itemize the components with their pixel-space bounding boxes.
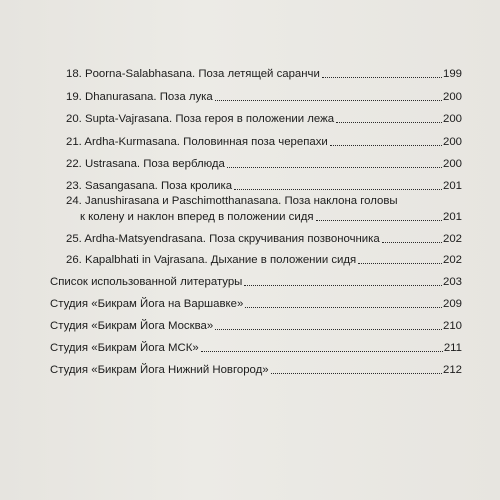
toc-entry-page: 202 bbox=[442, 233, 462, 245]
toc-entry-title: Студия «Бикрам Йога Нижний Новгород» bbox=[50, 364, 269, 376]
toc-entry-page: 209 bbox=[442, 298, 462, 310]
toc-entry-22 bbox=[66, 158, 462, 171]
toc-studio-nizhny-novgorod bbox=[50, 364, 462, 377]
toc-entry-page: 200 bbox=[442, 136, 462, 148]
toc-entry-page: 211 bbox=[443, 342, 462, 354]
toc-entry-23 bbox=[66, 180, 462, 193]
toc-entry-title: 21. Ardha-Kurmasana. Половинная поза черепахи bbox=[66, 136, 328, 148]
toc-entry-title: 20. Supta-Vajrasana. Поза героя в положении лежа bbox=[66, 113, 335, 125]
toc-entry-title: 26. Kapalbhati in Vajrasana. Дыхание в положении сидя bbox=[66, 254, 357, 266]
toc-entry-page: 200 bbox=[442, 91, 462, 103]
toc-entry-25 bbox=[66, 233, 462, 246]
toc-entry-21 bbox=[66, 136, 462, 149]
leader-dots bbox=[234, 188, 442, 190]
toc-entry-title: Студия «Бикрам Йога Москва» bbox=[50, 320, 214, 332]
toc-entry-page: 212 bbox=[442, 364, 462, 376]
leader-dots bbox=[227, 166, 442, 168]
toc-entry-page: 201 bbox=[442, 211, 462, 223]
toc-entry-page: 199 bbox=[442, 68, 462, 80]
toc-entry-title-cont: к колену и наклон вперед в положении сидя bbox=[80, 211, 314, 223]
toc-entry-page: 201 bbox=[442, 180, 462, 192]
leader-dots bbox=[244, 284, 442, 286]
toc-entry-18 bbox=[66, 68, 462, 81]
leader-dots bbox=[336, 121, 442, 123]
leader-dots bbox=[215, 99, 442, 101]
leader-dots bbox=[322, 76, 442, 78]
toc-studio-msk bbox=[50, 342, 462, 355]
toc-entry-title: Студия «Бикрам Йога МСК» bbox=[50, 342, 199, 354]
toc-bibliography bbox=[50, 276, 462, 289]
toc-entry-page: 200 bbox=[442, 113, 462, 125]
leader-dots bbox=[201, 350, 443, 352]
toc-entry-19 bbox=[66, 91, 462, 104]
toc-entry-page: 210 bbox=[442, 320, 462, 332]
leader-dots bbox=[358, 262, 442, 264]
leader-dots bbox=[382, 241, 442, 243]
toc-entry-title: 25. Ardha-Matsyendrasana. Поза скручивания позвоночника bbox=[66, 233, 380, 245]
toc-studio-moscow bbox=[50, 320, 462, 333]
toc-entry-title: 18. Poorna-Salabhasana. Поза летящей саранчи bbox=[66, 68, 320, 80]
toc-entry-20 bbox=[66, 113, 462, 126]
toc-entry-title: 19. Dhanurasana. Поза лука bbox=[66, 91, 213, 103]
toc-entry-title: 23. Sasangasana. Поза кролика bbox=[66, 180, 233, 192]
toc-entry-page: 200 bbox=[442, 158, 462, 170]
toc-entry-page: 203 bbox=[442, 276, 462, 288]
leader-dots bbox=[271, 372, 442, 374]
toc-entry-title: 22. Ustrasana. Поза верблюда bbox=[66, 158, 225, 170]
leader-dots bbox=[330, 144, 442, 146]
leader-dots bbox=[215, 328, 442, 330]
toc-entry-title-line1 bbox=[66, 195, 462, 208]
toc-entry-title: Студия «Бикрам Йога на Варшавке» bbox=[50, 298, 244, 310]
toc-entry-title: 24. Janushirasana и Paschimotthanasana. Поза наклона головы bbox=[66, 195, 398, 207]
leader-dots bbox=[245, 306, 442, 308]
toc-entry-line2 bbox=[80, 211, 462, 224]
toc-entry-title: Список использованной литературы bbox=[50, 276, 243, 288]
toc-entry-page: 202 bbox=[442, 254, 462, 266]
toc-entry-26 bbox=[66, 254, 462, 267]
toc-studio-varshavka bbox=[50, 298, 462, 311]
leader-dots bbox=[316, 219, 442, 221]
